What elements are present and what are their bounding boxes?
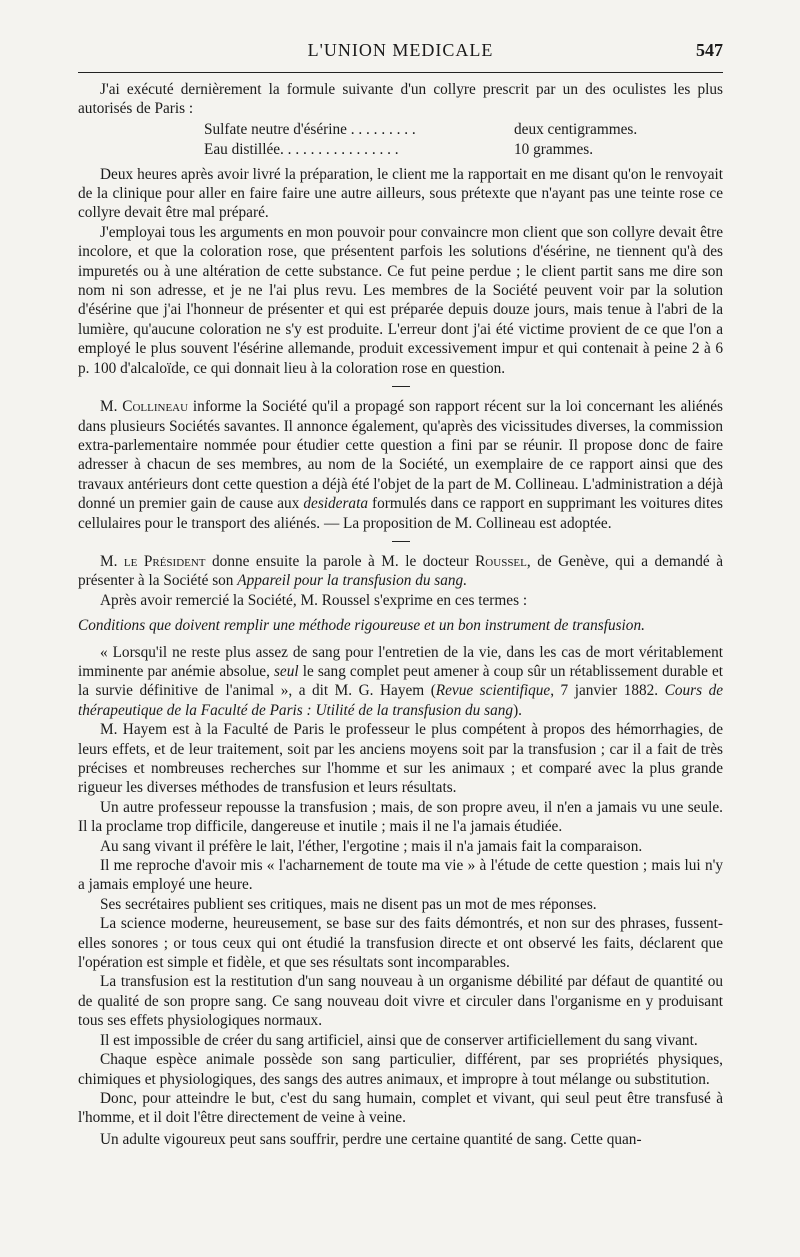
text-span: ). bbox=[513, 701, 522, 719]
paragraph: Un adulte vigoureux peut sans souffrir, perdre une certaine quantité de sang. Cette quan- bbox=[100, 1130, 642, 1148]
paragraph bbox=[78, 643, 723, 721]
paragraph bbox=[78, 552, 723, 591]
paragraph: Chaque espèce animale possède son sang particulier, différent, par ses propriétés physiques, chimiques et physiologiques, des sangs des autres animaux, et impropre à tout mélange ou substitution. bbox=[78, 1051, 723, 1088]
header-rule bbox=[78, 72, 723, 73]
paragraph: Au sang vivant il préfère le lait, l'éther, l'ergotine ; mais il n'a jamais fait la comparaison. bbox=[100, 837, 643, 855]
page-header bbox=[78, 36, 723, 70]
doctor-name: Roussel bbox=[475, 552, 527, 570]
text-span: informe la Société qu'il a propagé son rapport récent sur la loi concernant les aliénés dans plusieurs Sociétés savantes. Il annonce également, qu'après des vicissitudes diverses, la commission extra-parlementaire nommée pour étudier cette question a fini par se réunir. Il propose donc de faire adresser à chacun de ses membres, au nom de la Société, un exemplaire de ce rapport ainsi que des travaux antérieurs dont cette question a déjà été l'objet de la part de M. Collineau. L'administration a déjà donné un premier gain de cause aux bbox=[78, 398, 723, 513]
paragraph: La transfusion est la restitution d'un sang nouveau à un organisme débilité par défaut de quantité ou de qualité de son propre sang. Ce sang nouveau doit vivre et circuler dans l'organisme en y produisant tous ses effets physiologiques normaux. bbox=[78, 973, 723, 1030]
paragraph: Ses secrétaires publient ses critiques, mais ne disent pas un mot de mes réponses. bbox=[100, 895, 597, 913]
section-separator bbox=[392, 386, 410, 387]
formula-row bbox=[204, 140, 723, 159]
italic-citation: Cours de thérapeutique de la Faculté de Paris : Utilité de la transfusion du sang bbox=[78, 682, 724, 719]
paragraph: M. Hayem est à la Faculté de Paris le professeur le plus compétent à propos des hémorrhagies, de leurs effets, et de leur traitement, soit par les anciens moyens soit par la transfusion ; car il a fait de très précises et nombreuses recherches sur l'homme et sur les animaux ; et comparé avec la plus grande rigueur les diverses méthodes de transfusion et leurs résultats. bbox=[78, 721, 723, 797]
page-number: 547 bbox=[696, 40, 723, 60]
italic-citation: Revue scientifique bbox=[435, 682, 551, 700]
speaker-name: M. Collineau bbox=[100, 398, 189, 416]
paragraph: Il est impossible de créer du sang artificiel, ainsi que de conserver artificiellement du sang vivant. bbox=[100, 1031, 698, 1049]
text-span: formulés dans ce rapport en supprimant les voitures dites cellulaires pour le transport des aliénés. — La proposition de M. Collineau est adoptée. bbox=[78, 495, 723, 532]
paragraph: La science moderne, heureusement, se base sur des faits démontrés, et non sur des phrases, fussent-elles sonores ; or tous ceux qui ont étudié la transfusion directe et ont observé les faits, déclarent que l'opération est simple et fidèle, et que ses résultats sont incomparables. bbox=[78, 915, 723, 972]
paragraph bbox=[78, 397, 723, 533]
running-title: L'UNION MEDICALE bbox=[307, 40, 494, 60]
text-span: , 7 janvier 1882. bbox=[550, 682, 665, 700]
formula-item: Eau distillée. . . . . . . . . . . . . . . . bbox=[204, 141, 399, 159]
text-span: le sang complet peut amener à coup sûr un rétablissement durable et la survie définitive de l'animal », a dit M. G. Hayem ( bbox=[78, 662, 723, 700]
article-body bbox=[78, 80, 723, 1149]
formula-quantity: deux centigrammes. bbox=[514, 120, 638, 138]
paragraph: Donc, pour atteindre le but, c'est du sang humain, complet et vivant, qui seul peut être transfusé à l'homme, et il doit l'être directement de veine à veine. bbox=[78, 1089, 723, 1127]
formula-item: Sulfate neutre d'ésérine . . . . . . . . . bbox=[204, 120, 416, 138]
section-heading: Conditions que doivent remplir une méthode rigoureuse et un bon instrument de transfusion. bbox=[78, 617, 645, 635]
italic-title: Appareil pour la transfusion du sang. bbox=[237, 572, 468, 590]
text-span: , de Genève, qui a demandé à présenter à la Société son bbox=[78, 552, 723, 590]
paragraph: J'employai tous les arguments en mon pouvoir pour convaincre mon client que son collyre devait être incolore, et que la coloration rose, que présentent parfois les solutions d'ésérine, ne tiennent qu'à des impuretés ou à une altération de cette substance. Ce fut peine perdue ; le client partit sans me dire son nom ni son adresse, et je ne l'ai plus revu. Les membres de la Société peuvent voir par la solution d'ésérine que j'ai l'honneur de présenter et qui est préparée depuis douze jours, mais tenue à l'abri de la lumière, qu'aucune coloration ne s'y est produite. L'erreur dont j'ai été victime provient de ce que l'on a employé le plus souvent l'ésérine allemande, produit excessivement impur et qui contenait à peine 2 à 6 p. 100 d'alcaloïde, ce qui donnait lieu à la coloration rose en question. bbox=[78, 223, 723, 377]
paragraph: Un autre professeur repousse la transfusion ; mais, de son propre aveu, il n'en a jamais vu une seule. Il la proclame trop difficile, dangereuse et inutile ; mais il ne l'a jamais étudiée. bbox=[78, 798, 723, 836]
italic-term: desiderata bbox=[303, 495, 368, 513]
text-span: « Lorsqu'il ne reste plus assez de sang pour l'entretien de la vie, dans les cas de mort véritablement imminente par anémie absolue, bbox=[78, 643, 723, 680]
section-separator bbox=[392, 541, 410, 542]
speaker-name: M. le Président bbox=[100, 552, 206, 570]
paragraph: Il me reproche d'avoir mis « l'acharnement de toute ma vie » à l'étude de cette question ; mais lui n'y a jamais employé une heure. bbox=[78, 857, 723, 894]
paragraph: Après avoir remercié la Société, M. Roussel s'exprime en ces termes : bbox=[100, 591, 528, 609]
formula-quantity: 10 grammes. bbox=[514, 141, 594, 159]
paragraph: J'ai exécuté dernièrement la formule suivante d'un collyre prescrit par un des oculistes les plus autorisés de Paris : bbox=[78, 81, 723, 118]
formula-row bbox=[204, 120, 723, 139]
text-span: donne ensuite la parole à M. le docteur bbox=[205, 552, 476, 570]
paragraph: Deux heures après avoir livré la préparation, le client me la rapportait en me disant qu'on le renvoyait de la clinique pour aller en faire faire une autre ailleurs, sous prétexte que n'ayant pas une teinte rose ce collyre devait être mal préparé. bbox=[78, 165, 723, 222]
italic-term: seul bbox=[273, 662, 299, 680]
